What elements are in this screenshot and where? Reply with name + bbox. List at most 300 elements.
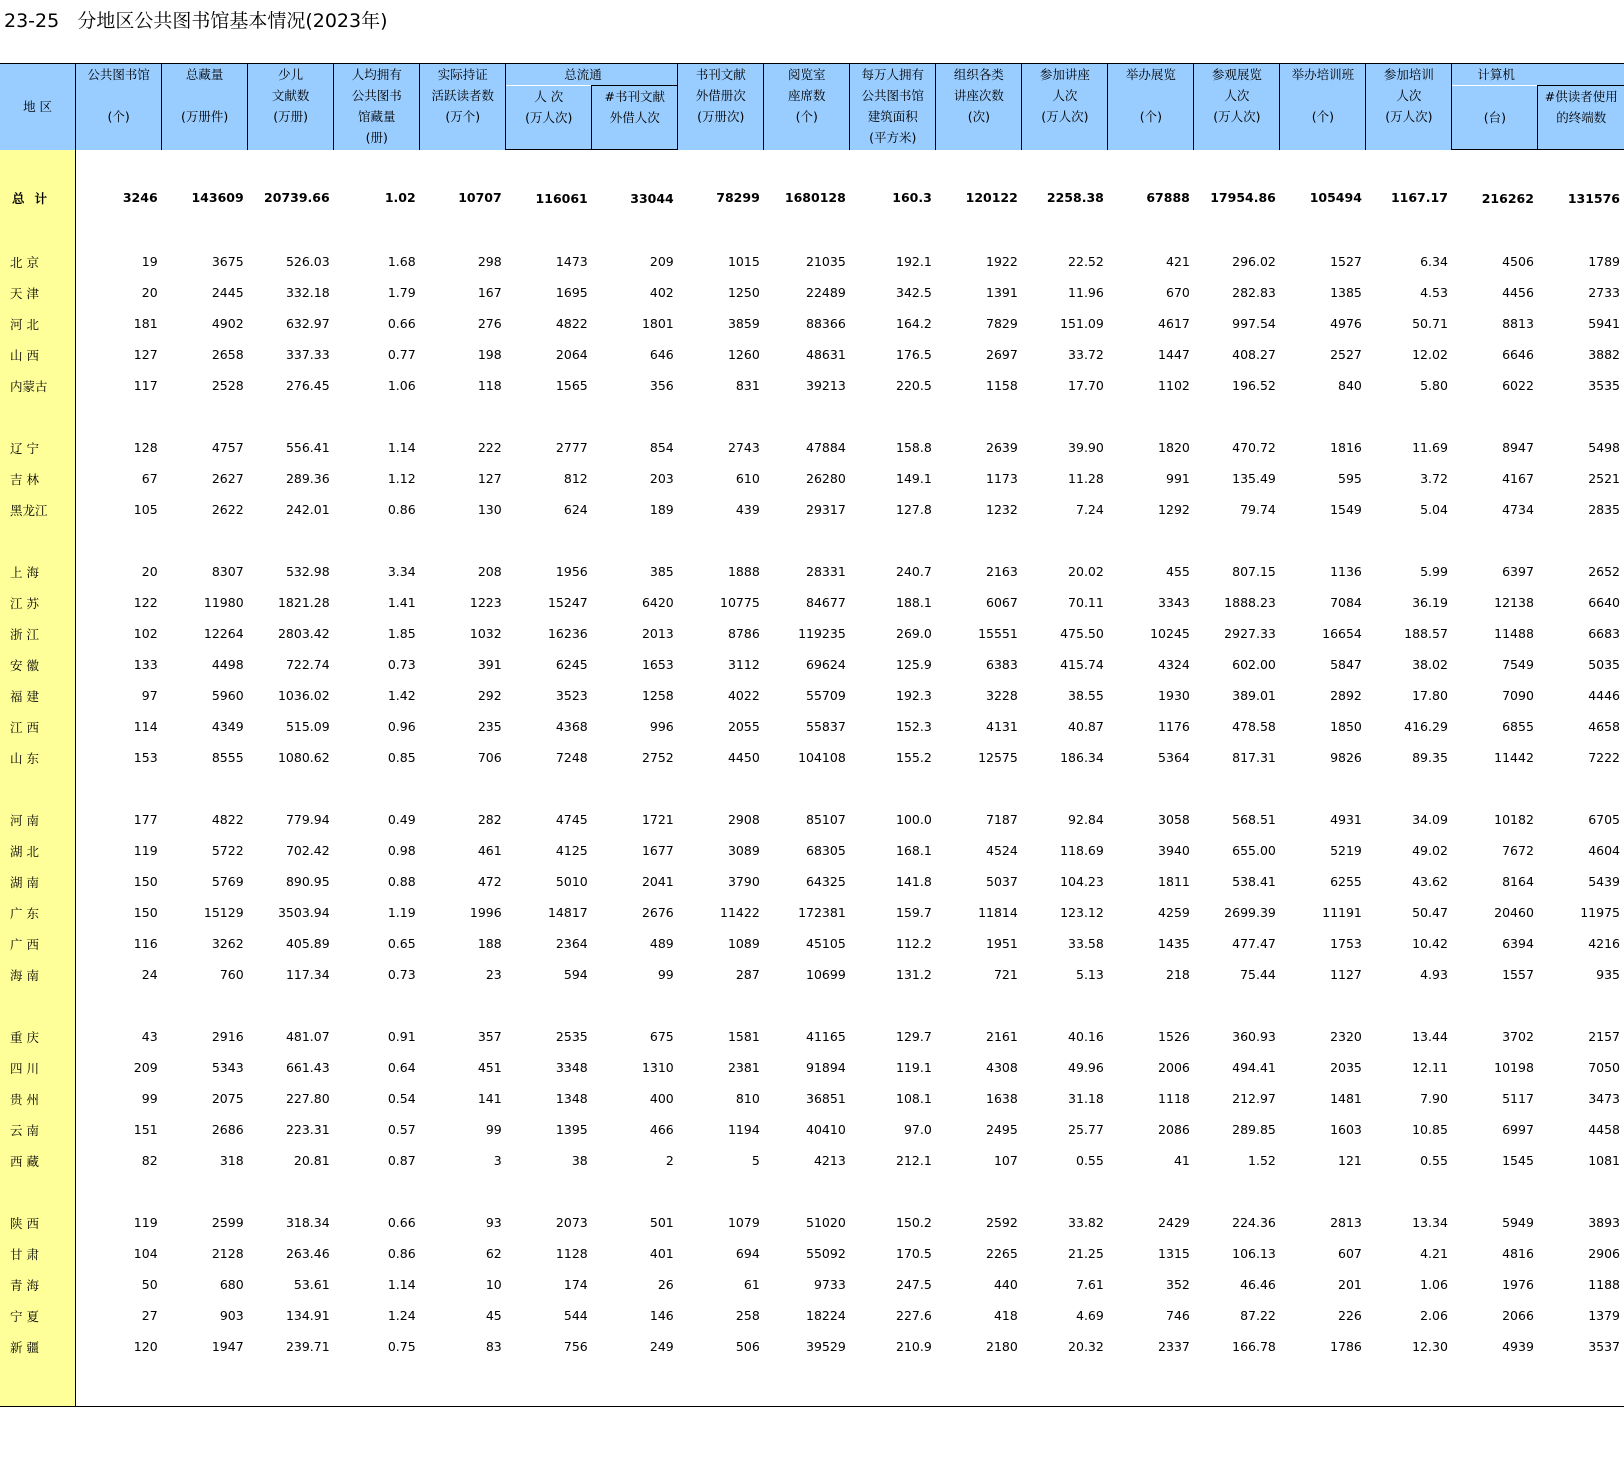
- table-cell: 150: [133, 905, 158, 920]
- table-cell: 2055: [727, 719, 760, 734]
- table-cell: 439: [735, 502, 760, 517]
- table-cell: 6245: [555, 657, 588, 672]
- table-cell: 216262: [1481, 190, 1534, 206]
- table-cell: 2528: [211, 378, 244, 393]
- table-cell: 4125: [555, 843, 588, 858]
- table-cell: 2086: [1158, 1122, 1190, 1137]
- header-exhibitions: [1108, 64, 1194, 150]
- table-cell: 1653: [641, 657, 674, 672]
- table-cell: 4.53: [1420, 285, 1448, 300]
- table-row: [0, 711, 1624, 742]
- table-cell: 122: [133, 595, 158, 610]
- table-cell: 7672: [1502, 843, 1534, 858]
- table-cell: 4498: [211, 657, 244, 672]
- table-cell: 935: [1596, 967, 1620, 982]
- table-cell: 5117: [1502, 1091, 1534, 1106]
- table-cell: 45105: [806, 936, 846, 951]
- table-cell: 25.77: [1068, 1122, 1104, 1137]
- table-cell: 401: [649, 1246, 674, 1261]
- table-cell: 188.57: [1404, 626, 1448, 641]
- region-cell: 贵 州: [0, 1083, 76, 1114]
- region-cell: 新 疆: [0, 1331, 76, 1362]
- spacer-row: [0, 1362, 1624, 1407]
- table-cell: 222: [477, 440, 502, 455]
- table-cell: 227.80: [285, 1091, 330, 1106]
- table-cell: 11980: [203, 595, 244, 610]
- table-cell: 18224: [806, 1308, 846, 1323]
- table-cell: 192.1: [896, 254, 932, 269]
- table-cell: 152.3: [896, 719, 932, 734]
- table-cell: 646: [649, 347, 674, 362]
- table-cell: 49.02: [1412, 843, 1448, 858]
- header-line: 参加讲座: [1039, 67, 1090, 82]
- header-line: 活跃读者数: [431, 88, 494, 103]
- header-library-count: [76, 64, 162, 150]
- header-line: 每万人拥有: [861, 67, 925, 82]
- table-cell: 1.41: [387, 595, 416, 610]
- table-cell: 7829: [986, 316, 1018, 331]
- table-cell: 1481: [1330, 1091, 1362, 1106]
- table-cell: 2599: [211, 1215, 244, 1230]
- table-cell: 3473: [1588, 1091, 1620, 1106]
- table-cell: 19: [141, 254, 158, 269]
- header-children-docs: [248, 64, 334, 150]
- table-cell: 9733: [813, 1277, 846, 1292]
- header-line: 公共图书: [351, 88, 402, 103]
- table-cell: 1079: [727, 1215, 760, 1230]
- table-cell: 2161: [986, 1029, 1018, 1044]
- table-cell: 93: [485, 1215, 502, 1230]
- table-cell: 9826: [1330, 750, 1362, 765]
- table-cell: 188: [477, 936, 502, 951]
- table-cell: 1015: [727, 254, 760, 269]
- table-cell: 5941: [1588, 316, 1620, 331]
- table-cell: 1789: [1588, 254, 1620, 269]
- table-cell: 991: [1166, 471, 1190, 486]
- header-line: 人次: [1052, 88, 1078, 103]
- table-cell: 8813: [1502, 316, 1534, 331]
- table-cell: 4822: [555, 316, 588, 331]
- header-line: [162, 85, 247, 106]
- table-cell: 5: [751, 1153, 760, 1168]
- header-circulation-group: 总流通: [506, 64, 678, 86]
- table-cell: 4.21: [1420, 1246, 1448, 1261]
- table-cell: 67: [141, 471, 158, 486]
- table-cell: 337.33: [285, 347, 330, 362]
- table-row: [0, 928, 1624, 959]
- table-cell: 501: [649, 1215, 674, 1230]
- table-cell: 1677: [641, 843, 674, 858]
- header-loan-persons: [592, 86, 678, 150]
- region-cell: 湖 北: [0, 835, 76, 866]
- region-cell: 江 苏: [0, 587, 76, 618]
- table-cell: 0.55: [1076, 1153, 1104, 1168]
- table-cell: 0.88: [387, 874, 416, 889]
- table-cell: 289.36: [285, 471, 330, 486]
- table-cell: 167: [477, 285, 502, 300]
- table-cell: 0.55: [1420, 1153, 1448, 1168]
- table-cell: 3523: [555, 688, 588, 703]
- table-cell: 675: [649, 1029, 674, 1044]
- table-cell: 6646: [1502, 347, 1534, 362]
- table-cell: 5960: [211, 688, 244, 703]
- table-cell: 1816: [1330, 440, 1362, 455]
- table-cell: 11488: [1494, 626, 1534, 641]
- table-cell: 53.61: [293, 1277, 330, 1292]
- table-cell: 595: [1338, 471, 1362, 486]
- table-cell: 1447: [1158, 347, 1190, 362]
- table-cell: 1721: [641, 812, 674, 827]
- header-line: (个): [1311, 109, 1335, 124]
- table-cell: 779.94: [285, 812, 330, 827]
- table-cell: 1.42: [387, 688, 416, 703]
- table-cell: 3882: [1588, 347, 1620, 362]
- region-cell: 吉 林: [0, 463, 76, 494]
- table-cell: 208: [477, 564, 502, 579]
- table-cell: 5364: [1158, 750, 1190, 765]
- spacer-row: [0, 525, 1624, 556]
- table-cell: 1786: [1330, 1339, 1362, 1354]
- table-cell: 97.0: [903, 1122, 932, 1137]
- table-cell: 10707: [458, 190, 502, 206]
- table-cell: 1801: [641, 316, 674, 331]
- table-cell: 455: [1166, 564, 1190, 579]
- table-cell: 153: [133, 750, 158, 765]
- table-cell: 12.02: [1412, 347, 1448, 362]
- table-cell: 12.30: [1412, 1339, 1448, 1354]
- table-cell: 1603: [1330, 1122, 1362, 1137]
- table-cell: 702.42: [285, 843, 330, 858]
- table-cell: 854: [649, 440, 674, 455]
- table-cell: 2445: [211, 285, 244, 300]
- table-cell: 2521: [1588, 471, 1620, 486]
- table-cell: 1292: [1158, 502, 1190, 517]
- header-line: (万人次): [1385, 109, 1433, 124]
- table-cell: 2013: [641, 626, 674, 641]
- table-cell: 466: [649, 1122, 674, 1137]
- header-line: [76, 85, 161, 106]
- table-cell: 3859: [727, 316, 760, 331]
- header-line: #供读者使用: [1544, 89, 1618, 104]
- table-cell: 3537: [1588, 1339, 1620, 1354]
- table-cell: 1194: [727, 1122, 760, 1137]
- table-cell: 1128: [555, 1246, 588, 1261]
- table-cell: 3702: [1502, 1029, 1534, 1044]
- table-cell: 0.57: [387, 1122, 416, 1137]
- table-cell: 36851: [806, 1091, 846, 1106]
- header-line: (个): [1139, 109, 1162, 124]
- header-line: #书刊文献: [604, 89, 665, 104]
- table-cell: 4604: [1588, 843, 1620, 858]
- table-cell: 70.11: [1068, 595, 1104, 610]
- table-cell: 7050: [1588, 1060, 1620, 1075]
- table-cell: 624: [563, 502, 588, 517]
- table-cell: 7.61: [1076, 1277, 1104, 1292]
- table-cell: 117: [133, 378, 158, 393]
- table-cell: 203: [649, 471, 674, 486]
- region-cell: 陕 西: [0, 1207, 76, 1238]
- table-cell: 3.34: [387, 564, 416, 579]
- table-cell: 4131: [986, 719, 1018, 734]
- table-cell: 1232: [986, 502, 1018, 517]
- table-cell: 2041: [641, 874, 674, 889]
- table-cell: 116: [133, 936, 158, 951]
- region-cell: 上 海: [0, 556, 76, 587]
- header-training-attendance: [1366, 64, 1452, 150]
- table-cell: 31.18: [1068, 1091, 1104, 1106]
- table-cell: 276.45: [285, 378, 330, 393]
- table-cell: 64325: [806, 874, 846, 889]
- table-cell: 176.5: [896, 347, 932, 362]
- header-floor-area: [850, 64, 936, 150]
- table-cell: 89.35: [1412, 750, 1448, 765]
- table-cell: 1850: [1330, 719, 1362, 734]
- header-line: (万册件): [181, 109, 229, 124]
- table-cell: 166.78: [1232, 1339, 1276, 1354]
- table-cell: 5343: [211, 1060, 244, 1075]
- table-cell: 15551: [978, 626, 1018, 641]
- table-cell: 68305: [806, 843, 846, 858]
- table-cell: 5722: [211, 843, 244, 858]
- table-cell: 11191: [1322, 905, 1362, 920]
- table-cell: 903: [219, 1308, 244, 1323]
- table-row: [0, 246, 1624, 277]
- table-cell: 1545: [1502, 1153, 1534, 1168]
- table-cell: 10.85: [1412, 1122, 1448, 1137]
- table-cell: 3262: [211, 936, 244, 951]
- table-cell: 2803.42: [277, 626, 330, 641]
- table-cell: 128: [133, 440, 158, 455]
- table-cell: 0.73: [387, 967, 416, 982]
- header-line: [1280, 85, 1365, 106]
- table-cell: 756: [563, 1339, 588, 1354]
- region-cell: 北 京: [0, 246, 76, 277]
- header-line: (台): [1483, 109, 1507, 125]
- table-cell: 287: [735, 967, 760, 982]
- table-cell: 1695: [555, 285, 588, 300]
- table-cell: 1.85: [387, 626, 416, 641]
- table-cell: 1996: [469, 905, 502, 920]
- table-cell: 131.2: [896, 967, 932, 982]
- table-row: [0, 277, 1624, 308]
- table-cell: 0.73: [387, 657, 416, 672]
- table-cell: 282: [477, 812, 502, 827]
- table-cell: 0.75: [387, 1339, 416, 1354]
- table-cell: 5.80: [1420, 378, 1448, 393]
- table-cell: 0.85: [387, 750, 416, 765]
- table-cell: 39213: [806, 378, 846, 393]
- header-reading-seats: [764, 64, 850, 150]
- table-cell: 4931: [1330, 812, 1362, 827]
- table-cell: 2835: [1588, 502, 1620, 517]
- table-cell: 1821.28: [277, 595, 330, 610]
- table-cell: 1080.62: [277, 750, 330, 765]
- table-cell: 0.87: [387, 1153, 416, 1168]
- table-cell: 282.83: [1232, 285, 1276, 300]
- table-cell: 352: [1166, 1277, 1190, 1292]
- table-cell: 1.14: [387, 1277, 416, 1292]
- table-cell: 10: [485, 1277, 502, 1292]
- table-cell: 258: [735, 1308, 760, 1323]
- table-cell: 4506: [1502, 254, 1534, 269]
- region-cell: 天 津: [0, 277, 76, 308]
- table-cell: 223.31: [285, 1122, 330, 1137]
- table-cell: 2743: [727, 440, 760, 455]
- table-cell: 1089: [727, 936, 760, 951]
- table-cell: 1395: [555, 1122, 588, 1137]
- table-cell: 26280: [806, 471, 846, 486]
- table-cell: 1557: [1502, 967, 1534, 982]
- table-cell: 1167.17: [1390, 190, 1448, 206]
- table-cell: 402: [649, 285, 674, 300]
- table-cell: 1976: [1502, 1277, 1534, 1292]
- table-cell: 38.55: [1068, 688, 1104, 703]
- header-line: 公共图书馆: [87, 67, 150, 82]
- table-cell: 997.54: [1232, 316, 1276, 331]
- table-cell: 1176: [1158, 719, 1190, 734]
- table-cell: 75.44: [1240, 967, 1276, 982]
- table-cell: 55092: [806, 1246, 846, 1261]
- table-cell: 1348: [555, 1091, 588, 1106]
- table-cell: 131576: [1567, 190, 1620, 206]
- table-cell: 2075: [211, 1091, 244, 1106]
- table-cell: 4458: [1588, 1122, 1620, 1137]
- table-cell: 391: [477, 657, 502, 672]
- table-cell: 263.46: [285, 1246, 330, 1261]
- table-cell: 189: [649, 502, 674, 517]
- table-cell: 104.23: [1060, 874, 1104, 889]
- table-cell: 2066: [1502, 1308, 1534, 1323]
- table-cell: 11.69: [1412, 440, 1448, 455]
- table-cell: 20460: [1494, 905, 1534, 920]
- table-cell: 13.34: [1412, 1215, 1448, 1230]
- table-cell: 159.7: [896, 905, 932, 920]
- table-row: [0, 897, 1624, 928]
- table-cell: 2622: [211, 502, 244, 517]
- table-cell: 218: [1166, 967, 1190, 982]
- table-cell: 87.22: [1240, 1308, 1276, 1323]
- table-cell: 1.02: [384, 190, 416, 206]
- table-cell: 10198: [1494, 1060, 1534, 1075]
- table-cell: 7549: [1502, 657, 1534, 672]
- table-cell: 475.50: [1060, 626, 1104, 641]
- table-cell: 14817: [547, 905, 588, 920]
- table-cell: 78299: [716, 190, 760, 206]
- table-cell: 440: [993, 1277, 1018, 1292]
- table-cell: 670: [1166, 285, 1190, 300]
- table-cell: 481.07: [285, 1029, 330, 1044]
- table-cell: 810: [735, 1091, 760, 1106]
- table-cell: 1947: [211, 1339, 244, 1354]
- table-cell: 4.93: [1420, 967, 1448, 982]
- table-cell: 11814: [978, 905, 1018, 920]
- table-row: [0, 587, 1624, 618]
- table-cell: 84677: [806, 595, 846, 610]
- header-line: (万个): [445, 109, 481, 124]
- table-cell: 3089: [727, 843, 760, 858]
- table-row: [0, 1300, 1624, 1331]
- table-cell: 146: [649, 1308, 674, 1323]
- total-row: [0, 150, 1624, 247]
- table-cell: 2364: [555, 936, 588, 951]
- table-cell: 2163: [986, 564, 1018, 579]
- table-cell: 33.58: [1068, 936, 1104, 951]
- table-cell: 2927.33: [1224, 626, 1276, 641]
- table-cell: 655.00: [1232, 843, 1276, 858]
- table-cell: 0.77: [387, 347, 416, 362]
- table-cell: 276: [477, 316, 502, 331]
- table-cell: 150: [133, 874, 158, 889]
- table-cell: 99: [657, 967, 674, 982]
- table-cell: 1188: [1588, 1277, 1620, 1292]
- table-cell: 1379: [1588, 1308, 1620, 1323]
- table-row: [0, 1052, 1624, 1083]
- table-cell: 3112: [727, 657, 760, 672]
- table-cell: 760: [219, 967, 244, 982]
- region-cell: 江 西: [0, 711, 76, 742]
- table-cell: 29317: [806, 502, 846, 517]
- table-cell: 4259: [1158, 905, 1190, 920]
- table-cell: 15129: [203, 905, 244, 920]
- table-cell: 1951: [986, 936, 1018, 951]
- table-cell: 164.2: [896, 316, 932, 331]
- table-cell: 12138: [1494, 595, 1534, 610]
- table-cell: 249: [649, 1339, 674, 1354]
- table-row: [0, 1238, 1624, 1269]
- table-cell: 515.09: [285, 719, 330, 734]
- header-line: (平方米): [869, 130, 917, 145]
- table-cell: 67888: [1146, 190, 1190, 206]
- table-cell: 1.14: [387, 440, 416, 455]
- table-cell: 1250: [727, 285, 760, 300]
- table-cell: 1385: [1330, 285, 1362, 300]
- table-cell: 107: [993, 1153, 1018, 1168]
- table-cell: 416.29: [1404, 719, 1448, 734]
- table-cell: 105: [133, 502, 158, 517]
- table-cell: 149.1: [896, 471, 932, 486]
- table-cell: 2535: [555, 1029, 588, 1044]
- table-cell: 12575: [978, 750, 1018, 765]
- table-cell: 247.5: [896, 1277, 932, 1292]
- table-cell: 50.47: [1412, 905, 1448, 920]
- table-cell: 1527: [1330, 254, 1362, 269]
- table-cell: 6683: [1588, 626, 1620, 641]
- table-cell: 5.99: [1420, 564, 1448, 579]
- table-cell: 1258: [641, 688, 674, 703]
- table-row: [0, 1331, 1624, 1362]
- table-cell: 38: [571, 1153, 588, 1168]
- table-cell: 158.8: [896, 440, 932, 455]
- region-cell: 云 南: [0, 1114, 76, 1145]
- table-cell: 6394: [1502, 936, 1534, 951]
- header-line: 参加培训: [1383, 67, 1434, 82]
- table-cell: 2527: [1330, 347, 1362, 362]
- header-line: 文献数: [271, 88, 310, 103]
- table-cell: 226: [1338, 1308, 1362, 1323]
- table-cell: 239.71: [285, 1339, 330, 1354]
- header-lecture-attendance: [1022, 64, 1108, 150]
- header-circulation: [506, 86, 592, 150]
- table-cell: 0.66: [387, 1215, 416, 1230]
- table-cell: 119235: [798, 626, 846, 641]
- table-cell: 0.65: [387, 936, 416, 951]
- table-cell: 181: [133, 316, 158, 331]
- table-cell: 1526: [1158, 1029, 1190, 1044]
- header-region: 地 区: [0, 64, 76, 150]
- table-cell: 150.2: [896, 1215, 932, 1230]
- table-cell: 212.97: [1232, 1091, 1276, 1106]
- table-row: [0, 370, 1624, 401]
